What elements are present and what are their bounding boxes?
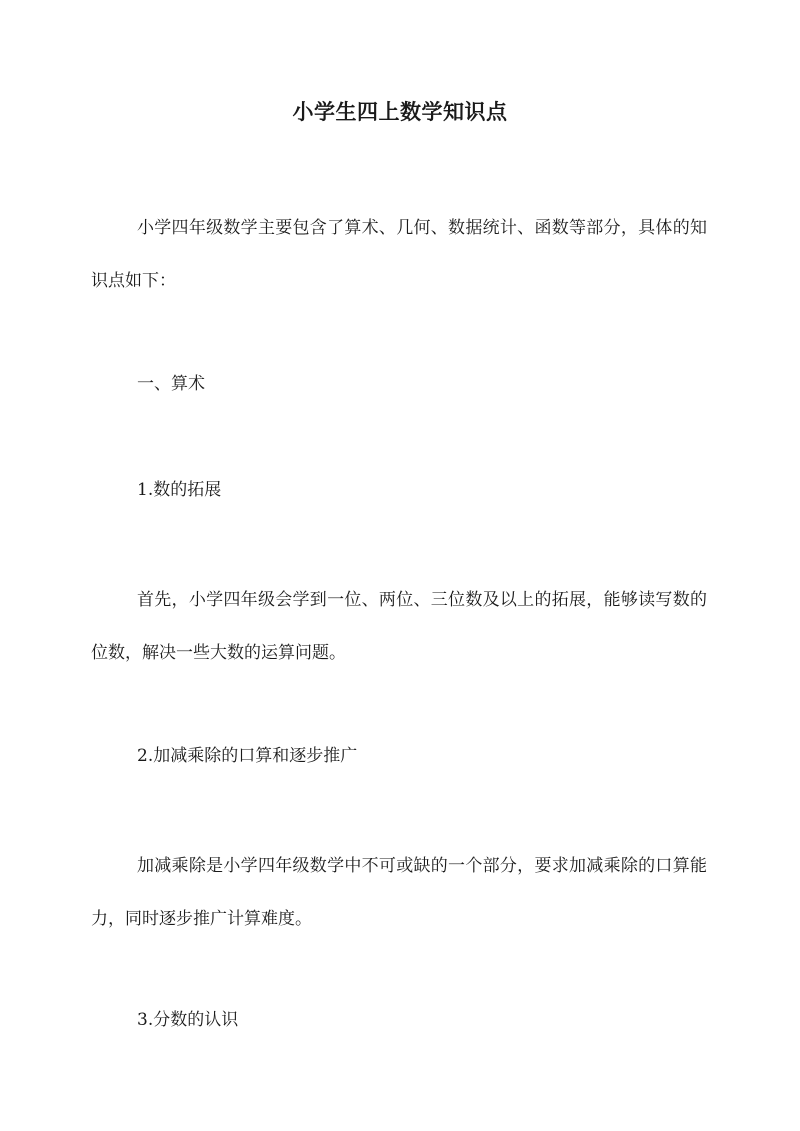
intro-paragraph: 小学四年级数学主要包含了算术、几何、数据统计、函数等部分，具体的知识点如下： bbox=[91, 218, 707, 291]
item-heading-mental-calculation: 2.加减乘除的口算和逐步推广 bbox=[137, 746, 358, 766]
section-heading-arithmetic: 一、算术 bbox=[137, 374, 205, 394]
document-title: 小学生四上数学知识点 bbox=[292, 99, 508, 124]
item-paragraph-mental-calculation: 加减乘除是小学四年级数学中不可或缺的一个部分，要求加减乘除的口算能力，同时逐步推广计算难度。 bbox=[91, 856, 707, 929]
item-paragraph-number-extension: 首先，小学四年级会学到一位、两位、三位数及以上的拓展，能够读写数的位数，解决一些大数的运算问题。 bbox=[91, 590, 707, 663]
item-heading-number-extension: 1.数的拓展 bbox=[137, 480, 222, 500]
item-heading-fractions: 3.分数的认识 bbox=[137, 1010, 239, 1030]
